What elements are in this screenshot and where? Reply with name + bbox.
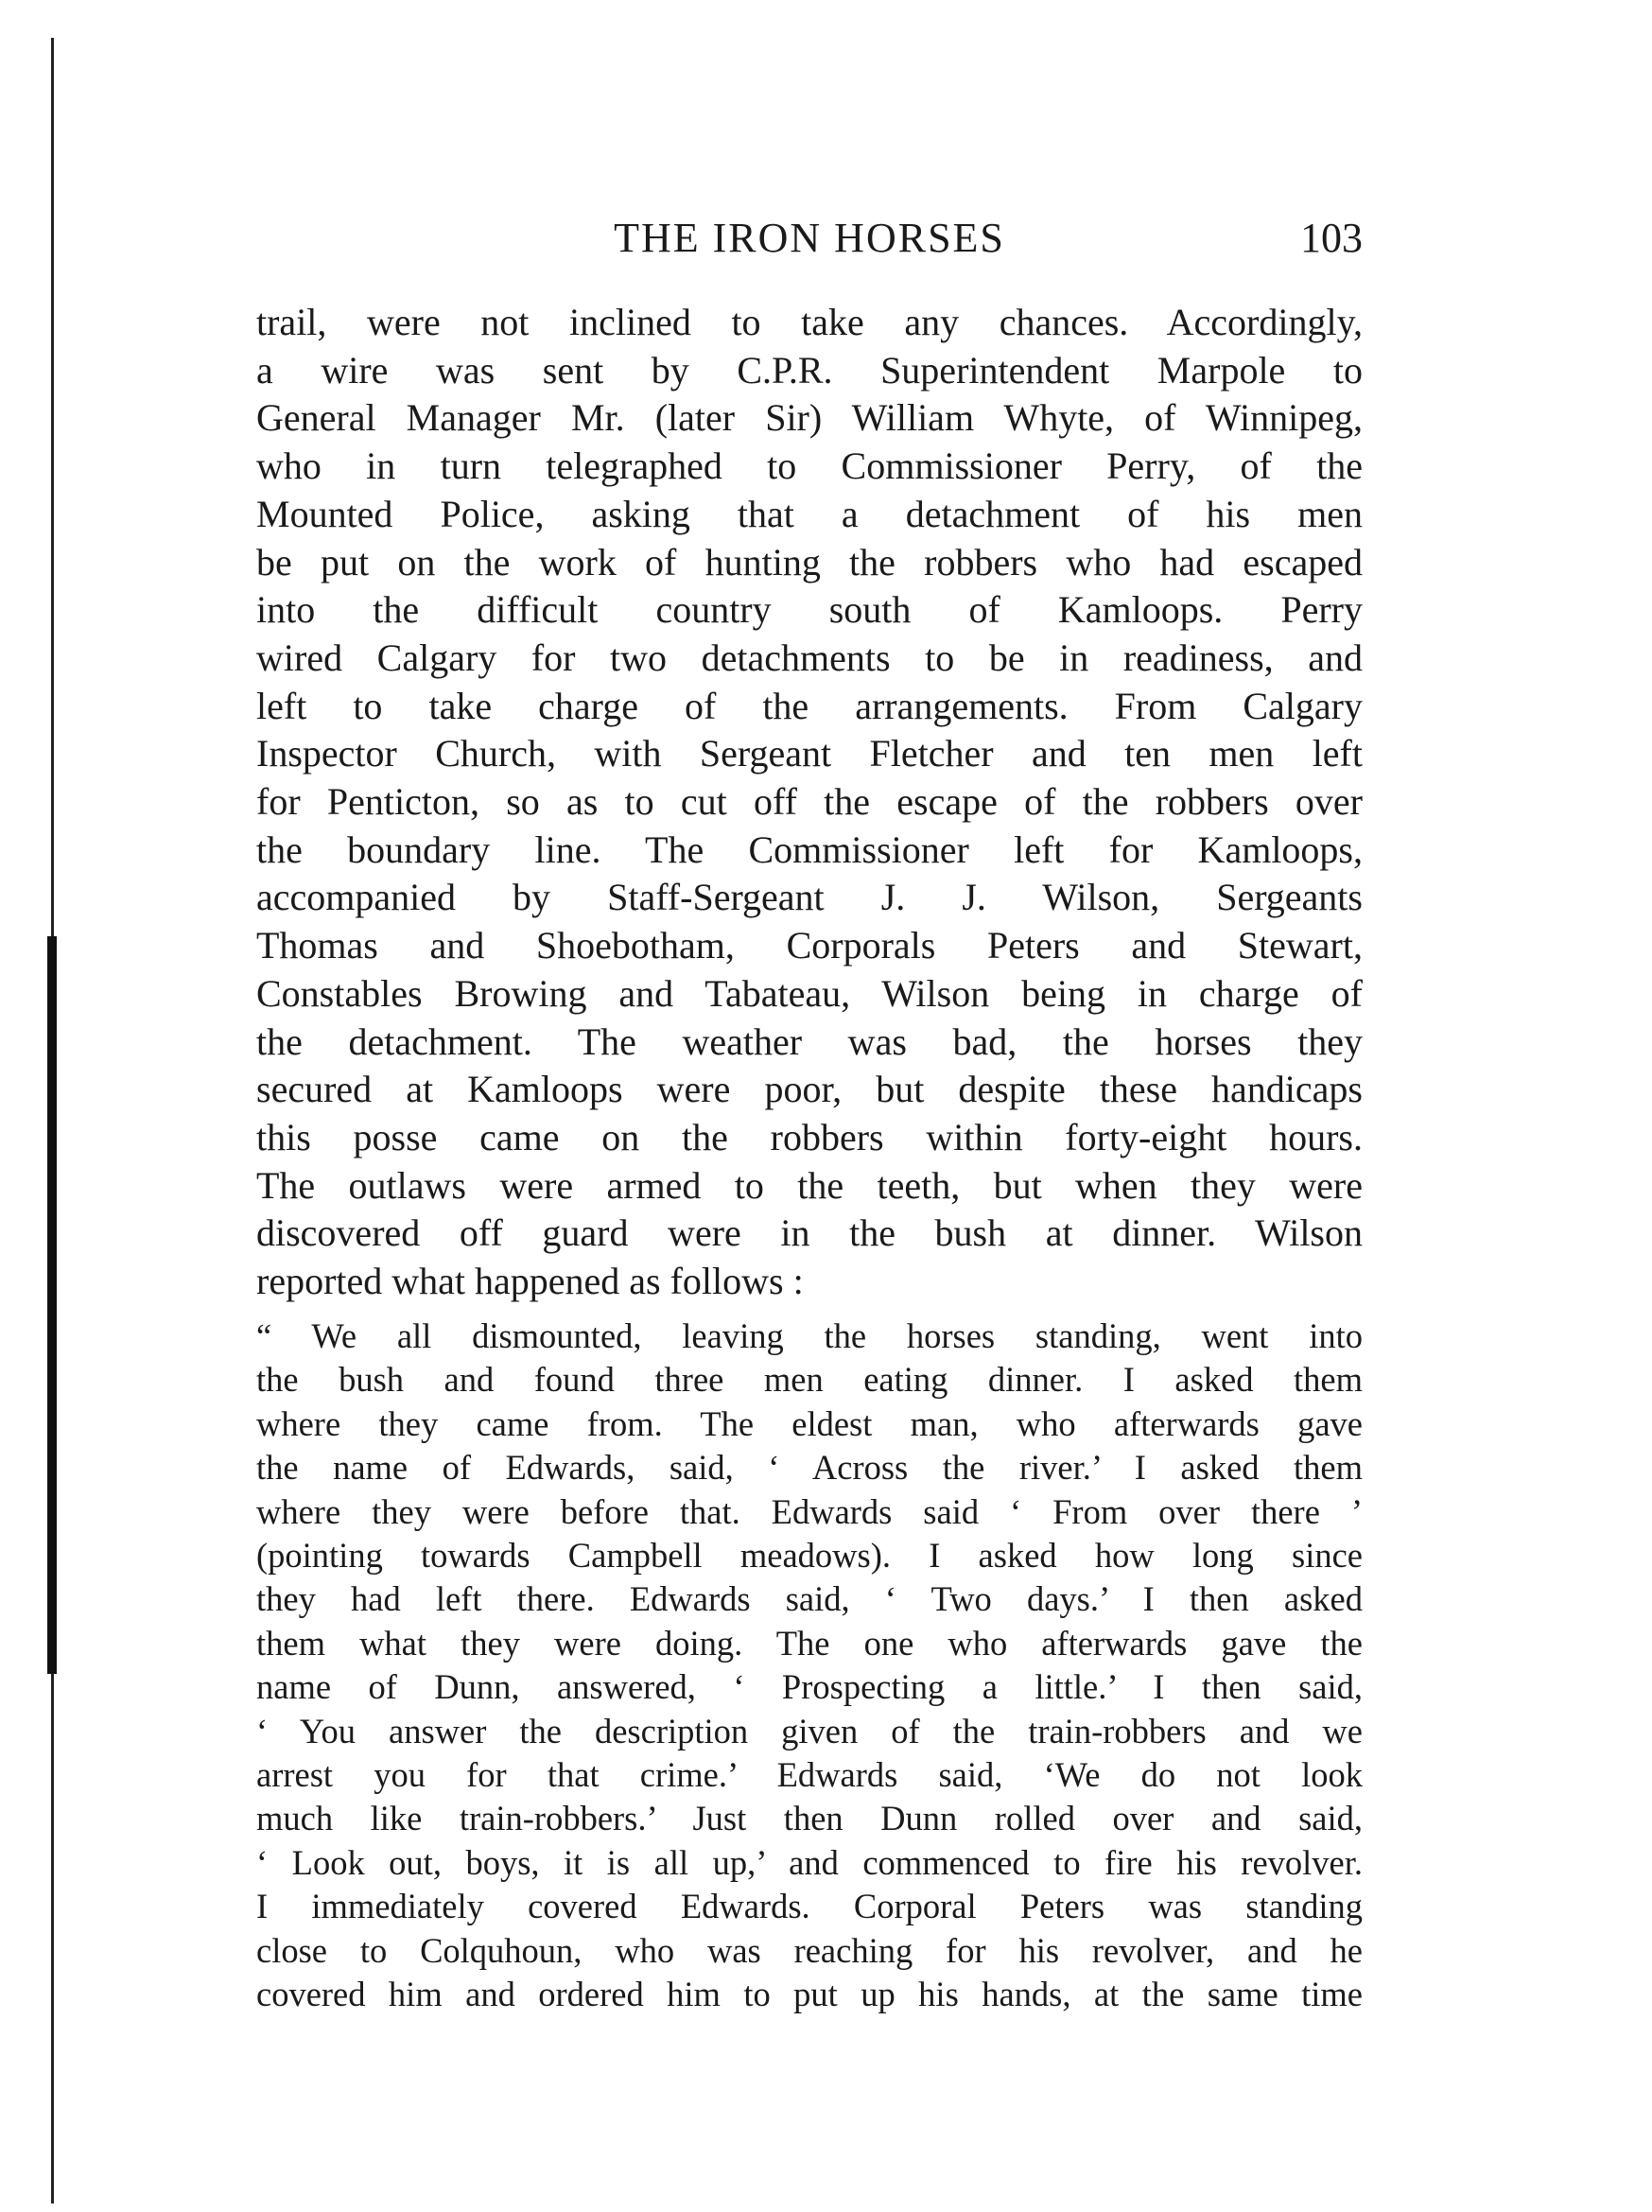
- page-header: [256, 210, 1363, 267]
- quote-line: ‘ You answer the description given of the train-robbers and we: [256, 1711, 1363, 1750]
- body-line: be put on the work of hunting the robbers who had escaped: [256, 540, 1363, 583]
- body-line: secured at Kamloops were poor, but despite these handicaps: [256, 1068, 1363, 1111]
- body-line: the detachment. The weather was bad, the horses they: [256, 1019, 1363, 1063]
- quote-line: close to Colquhoun, who was reaching for his revolver, and he: [256, 1930, 1363, 1970]
- body-line: for Penticton, so as to cut off the escape of the robbers over: [256, 780, 1363, 824]
- quote-line: name of Dunn, answered, ‘ Prospecting a little.’ I then said,: [256, 1667, 1363, 1707]
- page-number: 103: [1300, 215, 1363, 261]
- quote-line: they had left there. Edwards said, ‘ Two days.’ I then asked: [256, 1579, 1363, 1619]
- body-line: The outlaws were armed to the teeth, but when they were: [256, 1163, 1363, 1207]
- quote-line: where they came from. The eldest man, who afterwards gave: [256, 1403, 1363, 1443]
- body-line: discovered off guard were in the bush at dinner. Wilson: [256, 1211, 1363, 1255]
- quote-line: covered him and ordered him to put up his hands, at the same time: [256, 1975, 1363, 2014]
- body-line: who in turn telegraphed to Commissioner Perry, of the: [256, 444, 1363, 488]
- body-paragraph: [256, 299, 1363, 1306]
- body-line: Constables Browing and Tabateau, Wilson being in charge of: [256, 971, 1363, 1015]
- body-line: reported what happened as follows :: [256, 1260, 804, 1303]
- body-line: wired Calgary for two detachments to be in readiness, and: [256, 636, 1363, 679]
- quote-line: much like train-robbers.’ Just then Dunn rolled over and said,: [256, 1799, 1363, 1838]
- body-line: left to take charge of the arrangements. From Calgary: [256, 684, 1363, 727]
- body-line: the boundary line. The Commissioner left for Kamloops,: [256, 827, 1363, 871]
- running-head: THE IRON HORSES: [614, 215, 1005, 261]
- quote-line: the name of Edwards, said, ‘ Across the river.’ I asked them: [256, 1448, 1363, 1488]
- quoted-report: [256, 1315, 1363, 2017]
- quote-line: (pointing towards Campbell meadows). I asked how long since: [256, 1536, 1363, 1576]
- body-line: into the difficult country south of Kamloops. Perry: [256, 588, 1363, 632]
- quote-line: the bush and found three men eating dinner. I asked them: [256, 1360, 1363, 1400]
- body-line: a wire was sent by C.P.R. Superintendent Marpole to: [256, 348, 1363, 392]
- quote-line: where they were before that. Edwards said ‘ From over there ’: [256, 1491, 1363, 1531]
- scan-binding-shadow: [47, 936, 57, 1674]
- body-line: Thomas and Shoebotham, Corporals Peters and Stewart,: [256, 924, 1363, 967]
- body-line: accompanied by Staff-Sergeant J. J. Wilson, Sergeants: [256, 876, 1363, 919]
- quote-line: I immediately covered Edwards. Corporal Peters was standing: [256, 1887, 1363, 1926]
- quote-line: ‘ Look out, boys, it is all up,’ and commenced to fire his revolver.: [256, 1842, 1363, 1882]
- body-line: Mounted Police, asking that a detachment of his men: [256, 492, 1363, 535]
- quote-line: arrest you for that crime.’ Edwards said, ‘We do not look: [256, 1755, 1363, 1795]
- body-line: this posse came on the robbers within forty-eight hours.: [256, 1115, 1363, 1158]
- quote-line: “ We all dismounted, leaving the horses standing, went into: [256, 1316, 1363, 1355]
- quote-line: them what they were doing. The one who afterwards gave the: [256, 1623, 1363, 1663]
- body-line: trail, were not inclined to take any chances. Accordingly,: [256, 301, 1363, 343]
- body-line: General Manager Mr. (later Sir) William Whyte, of Winnipeg,: [256, 396, 1363, 440]
- body-line: Inspector Church, with Sergeant Fletcher and ten men left: [256, 732, 1363, 775]
